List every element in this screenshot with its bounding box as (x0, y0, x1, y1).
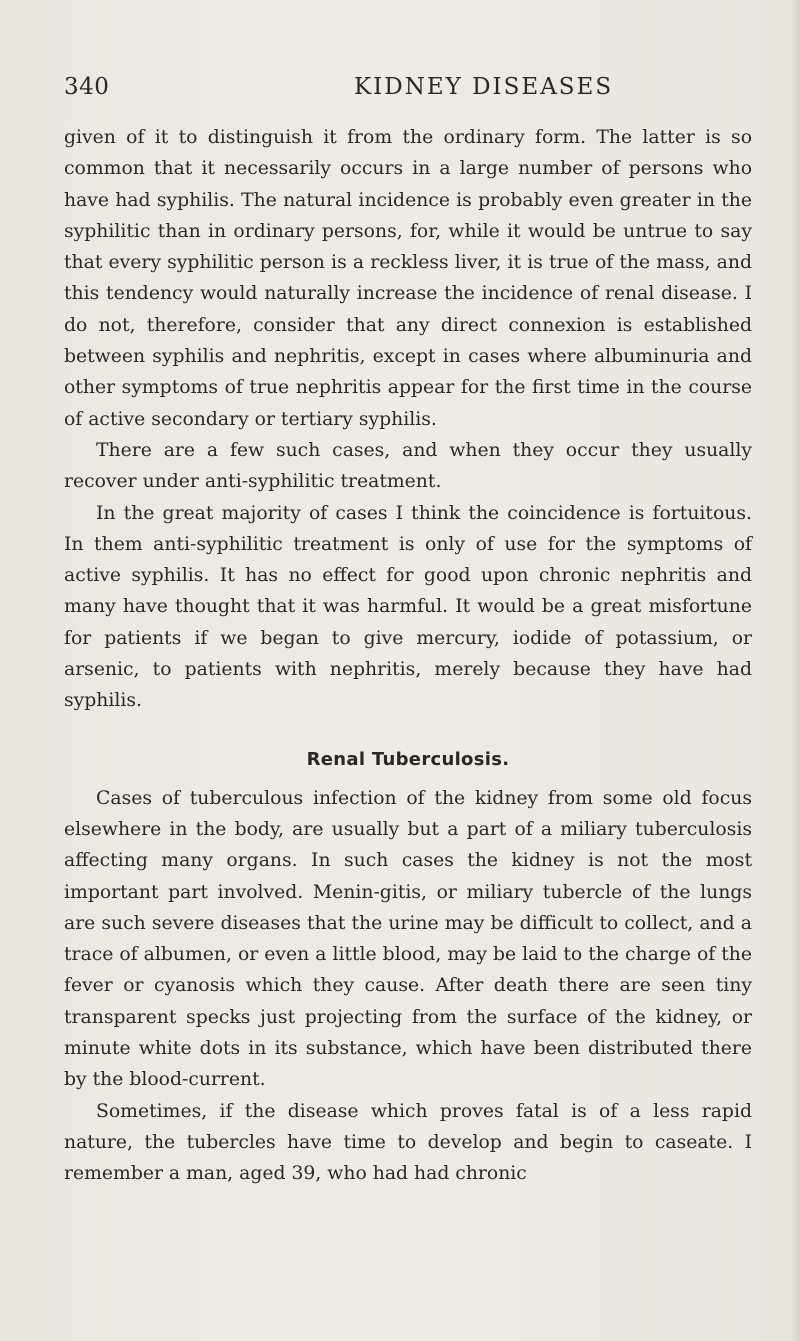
paragraph: There are a few such cases, and when they occur they usually recover under anti-syphilitic treatment. (64, 439, 752, 493)
page-number: 340 (64, 74, 110, 100)
page-edge (792, 0, 800, 1341)
paragraph-continued: given of it to distinguish it from the ordinary form. The latter is so common that it necessarily occurs in a large number of persons who have had syphilis. The natural incidence is probably even greater in the syphilitic than in ordinary persons, for, while it would be untrue to say that every syphilitic person is a reckless liver, it is true of the mass, and this tendency would naturally increase the incidence of renal disease. I do not, therefore, consider that any direct connexion is established between syphilis and nephritis, except in cases where albuminuria and other symptoms of true nephritis appear for the first time in the course of active secondary or tertiary syphilis. (64, 127, 752, 430)
section-heading: Renal Tuberculosis. (306, 748, 510, 770)
running-head: KIDNEY DISEASES (354, 74, 614, 100)
paragraph: In the great majority of cases I think the coincidence is fortuitous. In them anti-syphilitic treatment is only of use for the symptoms of active syphilis. It has no effect for good upon chronic nephritis and many have thought that it was harmful. It would be a great misfortune for patients if we began to give mercury, iodide of potassium, or arsenic, to patients with nephritis, merely because they have had syphilis. (64, 502, 752, 712)
body-text (64, 122, 752, 1190)
page-header (64, 74, 744, 110)
paragraph: Cases of tuberculous infection of the kidney from some old focus elsewhere in the body, are usually but a part of a miliary tuberculosis affecting many organs. In such cases the kidney is not the most important part involved. Menin-gitis, or miliary tubercle of the lungs are such severe diseases that the urine may be difficult to collect, and a trace of albumen, or even a little blood, may be laid to the charge of the fever or cyanosis which they cause. After death there are seen tiny transparent specks just projecting from the surface of the kidney, or minute white dots in its substance, which have been distributed there by the blood-current. (64, 787, 752, 1091)
paragraph: Sometimes, if the disease which proves fatal is of a less rapid nature, the tubercles have time to develop and begin to caseate. I remember a man, aged 39, who had had chronic (64, 1100, 752, 1185)
